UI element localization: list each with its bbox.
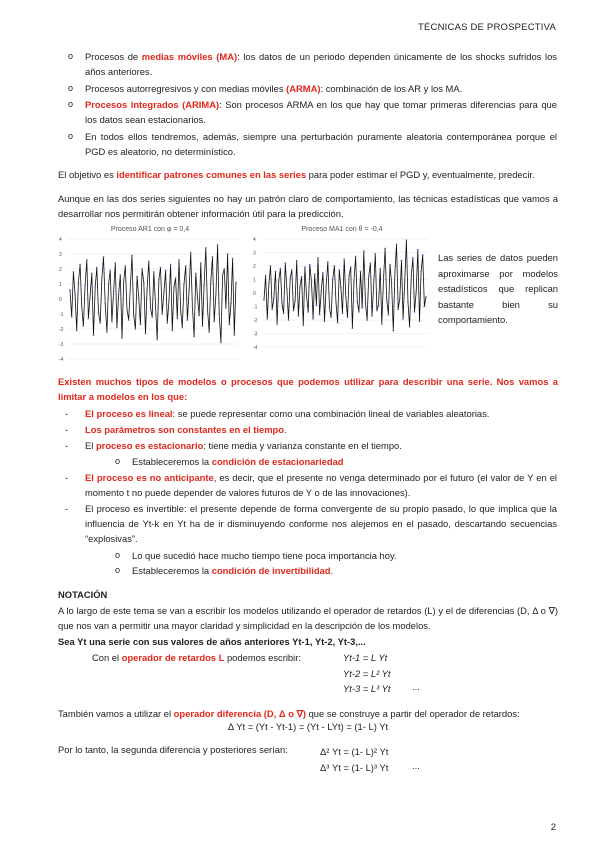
data-point bbox=[420, 271, 422, 273]
data-point bbox=[284, 262, 286, 264]
data-point bbox=[146, 288, 148, 290]
data-point bbox=[163, 292, 165, 294]
data-point bbox=[293, 310, 295, 312]
data-point bbox=[128, 319, 130, 321]
data-point bbox=[168, 301, 170, 303]
data-point bbox=[170, 264, 172, 266]
notation-title: NOTACIÓN bbox=[58, 589, 108, 600]
data-point bbox=[309, 264, 311, 266]
data-point bbox=[415, 291, 417, 293]
data-point bbox=[410, 275, 412, 277]
data-point bbox=[307, 311, 309, 313]
data-point bbox=[91, 273, 93, 275]
data-point bbox=[94, 286, 96, 288]
data-point bbox=[320, 289, 322, 291]
data-point bbox=[205, 247, 207, 249]
data-point bbox=[143, 282, 145, 284]
data-point bbox=[160, 267, 162, 269]
data-point bbox=[386, 299, 388, 301]
data-point bbox=[108, 283, 110, 285]
series-definition: Sea Yt una serie con sus valores de años anteriores Yt-1, Yt-2, Yt-3,... bbox=[58, 636, 366, 647]
data-point bbox=[155, 304, 157, 306]
data-point bbox=[104, 303, 106, 305]
data-point bbox=[118, 294, 120, 296]
data-point bbox=[212, 256, 214, 258]
y-tick-label: 4 bbox=[59, 237, 62, 243]
second-diff-intro: Por lo tanto, la segunda diferencia y posteriores serían: bbox=[58, 744, 288, 755]
bullet-arma: o Procesos autorregresivos y con medias móviles (ARMA): combinación de los AR y los MA. bbox=[68, 83, 463, 94]
data-point bbox=[332, 279, 334, 281]
y-tick-label: -4 bbox=[59, 357, 64, 363]
data-point bbox=[176, 318, 178, 320]
data-point bbox=[402, 318, 404, 320]
y-tick-label: -3 bbox=[253, 331, 258, 338]
data-point bbox=[296, 260, 298, 262]
data-point bbox=[356, 300, 358, 302]
y-tick-label: -1 bbox=[59, 312, 64, 318]
data-point bbox=[389, 264, 391, 266]
data-point bbox=[360, 271, 362, 273]
data-point bbox=[406, 239, 408, 241]
lag-eq-3: Yt-3 = L³ Yt bbox=[343, 683, 391, 694]
data-point bbox=[358, 311, 360, 313]
data-point bbox=[148, 261, 150, 263]
data-point bbox=[361, 307, 363, 309]
data-point bbox=[228, 324, 230, 326]
data-point bbox=[280, 268, 282, 270]
data-point bbox=[334, 265, 336, 267]
data-point bbox=[371, 315, 373, 317]
data-point bbox=[109, 270, 111, 272]
diff-eq-2: Δ² Yt = (1- L)² Yt bbox=[320, 746, 389, 757]
data-point bbox=[198, 315, 200, 317]
data-point bbox=[106, 331, 108, 333]
data-point bbox=[136, 276, 138, 278]
data-point bbox=[156, 339, 158, 341]
data-point bbox=[347, 316, 349, 318]
data-point bbox=[153, 271, 155, 273]
data-point bbox=[195, 273, 197, 275]
data-point bbox=[397, 308, 399, 310]
data-point bbox=[96, 267, 98, 269]
data-point bbox=[373, 285, 375, 287]
data-point bbox=[166, 322, 168, 324]
data-point bbox=[271, 308, 273, 310]
y-tick-label: -2 bbox=[253, 318, 258, 324]
data-point bbox=[79, 264, 81, 266]
data-point bbox=[181, 327, 183, 329]
data-point bbox=[419, 320, 421, 322]
data-point bbox=[210, 280, 212, 282]
y-tick-label: 1 bbox=[253, 277, 256, 284]
data-point bbox=[218, 313, 220, 315]
diff-operator-line: También vamos a utilizar el operador diferencia (D, Δ o ∇) que se construye a partir del operador de retardos: bbox=[58, 708, 520, 719]
data-point bbox=[374, 253, 376, 255]
data-point bbox=[78, 282, 80, 284]
data-point bbox=[175, 277, 177, 279]
data-point bbox=[273, 298, 275, 300]
data-point bbox=[220, 342, 222, 344]
data-point bbox=[316, 304, 318, 306]
data-point bbox=[338, 269, 340, 271]
data-point bbox=[348, 275, 350, 277]
data-point bbox=[343, 258, 345, 260]
data-point bbox=[376, 310, 378, 312]
data-point bbox=[227, 253, 229, 255]
data-point bbox=[208, 331, 210, 333]
condition-constant-params: - Los parámetros son constantes en el tiempo. bbox=[65, 424, 287, 435]
data-point bbox=[86, 259, 88, 261]
y-tick-label: 2 bbox=[59, 267, 62, 273]
bullet-arima: o Procesos integrados (ARIMA): Son procesos ARMA en los que hay que tomar primeras diferencias para que los datos sean estacionarios. bbox=[68, 99, 557, 125]
data-point bbox=[294, 300, 296, 302]
chart-ar1 bbox=[58, 226, 242, 367]
sub-invert-past: o Lo que sucedió hace mucho tiempo tiene poca importancia hoy. bbox=[115, 550, 397, 561]
data-point bbox=[140, 324, 142, 326]
data-point bbox=[150, 307, 152, 309]
y-tick-label: 1 bbox=[59, 282, 62, 288]
data-point bbox=[225, 307, 227, 309]
data-point bbox=[185, 265, 187, 267]
data-point bbox=[325, 284, 327, 286]
condition-stationary: - El proceso es estacionario: tiene media y varianza constante en el tiempo. bbox=[65, 440, 402, 451]
y-tick-label: 3 bbox=[59, 252, 62, 258]
data-point bbox=[192, 306, 194, 308]
data-point bbox=[233, 334, 235, 336]
data-point bbox=[317, 257, 319, 259]
data-point bbox=[222, 274, 224, 276]
page-header: TÉCNICAS DE PROSPECTIVA bbox=[418, 22, 556, 33]
data-point bbox=[217, 244, 219, 246]
data-point bbox=[301, 276, 303, 278]
condition-non-anticipating: - El proceso es no anticipante, es decir, que el presente no venga determinado por el futuro (el valor de Y en el momento t no puede depender de valores futuros de Y o de las innovaciones). bbox=[65, 472, 557, 498]
sub-stationarity-condition: o Estableceremos la condición de estacionariedad bbox=[115, 456, 344, 467]
data-point bbox=[131, 255, 133, 257]
data-point bbox=[213, 321, 215, 323]
data-point bbox=[71, 316, 73, 318]
data-point bbox=[399, 298, 401, 300]
data-point bbox=[83, 325, 85, 327]
data-point bbox=[223, 268, 225, 270]
data-point bbox=[232, 258, 234, 260]
data-point bbox=[215, 294, 217, 296]
data-point bbox=[409, 326, 411, 328]
data-point bbox=[363, 250, 365, 252]
data-point bbox=[76, 330, 78, 332]
bullet-perturbation: o En todos ellos tendremos, además, siempre una perturbación puramente aleatoria contemporánea porque el PGD es aleatorio, no determinístico. bbox=[68, 131, 557, 157]
side-text: Las series de datos pueden aproximarse por modelos estadísticos que replican bastante bien su comportamiento. bbox=[438, 252, 558, 325]
y-tick-label: -4 bbox=[253, 345, 258, 351]
y-tick-label: 0 bbox=[59, 297, 62, 303]
data-point bbox=[141, 268, 143, 270]
data-point bbox=[281, 303, 283, 305]
series-line-ma1 bbox=[264, 240, 426, 330]
data-point bbox=[207, 309, 209, 311]
data-point bbox=[124, 265, 126, 267]
data-point bbox=[417, 249, 419, 251]
intro-series-paragraph: Aunque en las dos series siguientes no hay un patrón claro de comportamiento, las técnicas estadísticas que vamos a desarrollar nos permitirán obtener información útil para la predicción. bbox=[58, 193, 558, 219]
data-point bbox=[183, 283, 185, 285]
data-point bbox=[283, 312, 285, 314]
y-tick-label: -2 bbox=[59, 327, 64, 333]
data-point bbox=[193, 336, 195, 338]
data-point bbox=[190, 252, 192, 254]
data-point bbox=[98, 312, 100, 314]
data-point bbox=[392, 330, 394, 332]
notation-paragraph: A lo largo de este tema se van a escribir los modelos utilizando el operador de retardos (L) y el de diferencias (D, Δ o ∇) que nos van a permitir una mayor claridad y simplicidad en la descripción de los modelos. bbox=[58, 605, 558, 631]
data-point bbox=[407, 302, 409, 304]
data-point bbox=[302, 325, 304, 327]
chart-ar1-plot bbox=[58, 233, 242, 365]
data-point bbox=[340, 287, 342, 289]
data-point bbox=[288, 319, 290, 321]
data-point bbox=[388, 314, 390, 316]
data-point bbox=[265, 275, 267, 277]
data-point bbox=[299, 285, 301, 287]
data-point bbox=[270, 265, 272, 267]
data-point bbox=[187, 319, 189, 321]
data-point bbox=[121, 337, 123, 339]
y-tick-label: 2 bbox=[253, 264, 256, 270]
data-point bbox=[119, 274, 121, 276]
data-point bbox=[355, 256, 357, 258]
data-point bbox=[342, 312, 344, 314]
data-point bbox=[394, 272, 396, 274]
series-line-ar1 bbox=[70, 245, 236, 343]
data-point bbox=[263, 299, 265, 301]
data-point bbox=[324, 320, 326, 322]
data-point bbox=[414, 311, 416, 313]
data-point bbox=[278, 280, 280, 282]
data-point bbox=[130, 285, 132, 287]
data-point bbox=[73, 271, 75, 273]
data-point bbox=[114, 262, 116, 264]
lag-eq-1: Yt-1 = L Yt bbox=[343, 652, 388, 663]
data-point bbox=[422, 254, 424, 256]
y-tick-label: 0 bbox=[253, 291, 256, 297]
data-point bbox=[230, 303, 232, 305]
data-point bbox=[345, 296, 347, 298]
diff-equations bbox=[320, 744, 388, 776]
data-point bbox=[200, 262, 202, 264]
data-point bbox=[298, 315, 300, 317]
data-point bbox=[111, 321, 113, 323]
data-point bbox=[319, 314, 321, 316]
data-point bbox=[145, 333, 147, 335]
data-point bbox=[126, 309, 128, 311]
lag-operator-line: Con el operador de retardos L podemos escribir: bbox=[92, 652, 301, 663]
data-point bbox=[330, 316, 332, 318]
sub-invertibility-condition: o Estableceremos la condición de invertibilidad. bbox=[115, 565, 334, 576]
data-point bbox=[266, 318, 268, 320]
objective-paragraph: El objetivo es identificar patrones comunes en las series para poder estimar el PGD y, eventualmente, predecir. bbox=[58, 169, 535, 180]
condition-invertible: - El proceso es invertible: el presente depende de forma convergente de su propio pasado, lo que implica que la influencia de Yt-k en Yt ha de ir disminuyendo conforme nos alejemos en el pasado, descartando secuencias “explosivas”. bbox=[65, 503, 557, 544]
data-point bbox=[180, 310, 182, 312]
data-point bbox=[178, 259, 180, 261]
data-point bbox=[353, 280, 355, 282]
data-point bbox=[370, 262, 372, 264]
y-tick-label: -3 bbox=[59, 342, 64, 348]
data-point bbox=[99, 322, 101, 324]
data-point bbox=[381, 323, 383, 325]
data-point bbox=[84, 285, 86, 287]
data-point bbox=[173, 286, 175, 288]
data-point bbox=[366, 319, 368, 321]
data-point bbox=[384, 248, 386, 250]
data-point bbox=[404, 281, 406, 283]
data-point bbox=[69, 289, 71, 291]
lag-eq-ellipsis: ... bbox=[412, 681, 420, 692]
bullet-ma: o Procesos de medias móviles (MA): los datos de un periodo dependen únicamente de los shocks sufridos los años anteriores. bbox=[68, 51, 557, 77]
data-point bbox=[337, 322, 339, 324]
data-point bbox=[151, 316, 153, 318]
data-point bbox=[350, 266, 352, 268]
data-point bbox=[235, 282, 237, 284]
y-tick-label: 4 bbox=[253, 237, 256, 243]
data-point bbox=[171, 330, 173, 332]
data-point bbox=[161, 313, 163, 315]
data-point bbox=[188, 289, 190, 291]
data-point bbox=[93, 334, 95, 336]
data-point bbox=[202, 325, 204, 327]
data-point bbox=[391, 283, 393, 285]
lag-eq-2: Yt-2 = L² Yt bbox=[343, 667, 391, 679]
data-point bbox=[74, 292, 76, 294]
diff-eq-3: Δ³ Yt = (1- L)³ Yt bbox=[320, 762, 389, 773]
data-point bbox=[352, 327, 354, 329]
chart-ma1 bbox=[252, 226, 432, 355]
data-point bbox=[203, 285, 205, 287]
data-point bbox=[101, 277, 103, 279]
data-point bbox=[312, 318, 314, 320]
data-point bbox=[275, 271, 277, 273]
data-point bbox=[138, 297, 140, 299]
data-point bbox=[197, 295, 199, 297]
data-point bbox=[289, 277, 291, 279]
diff-equation: Δ Yt = (Yt - Yt-1) = (Yt - LYt) = (1- L) Yt bbox=[227, 721, 389, 732]
data-point bbox=[365, 303, 367, 305]
data-point bbox=[89, 295, 91, 297]
page-number: 2 bbox=[550, 822, 556, 833]
data-point bbox=[424, 306, 426, 308]
y-tick-label: 3 bbox=[253, 250, 256, 257]
data-point bbox=[286, 288, 288, 290]
y-tick-label: -1 bbox=[253, 304, 258, 311]
data-point bbox=[276, 323, 278, 325]
data-point bbox=[113, 291, 115, 293]
data-point bbox=[327, 261, 329, 263]
chart-ar1-title: Proceso AR1 con φ = 0,4 bbox=[110, 226, 190, 233]
data-point bbox=[268, 283, 270, 285]
data-point bbox=[116, 327, 118, 329]
data-point bbox=[158, 279, 160, 281]
diff-eq-ellipsis: ... bbox=[412, 760, 420, 771]
data-point bbox=[123, 280, 125, 282]
data-point bbox=[291, 269, 293, 271]
data-point bbox=[304, 266, 306, 268]
data-point bbox=[311, 281, 313, 283]
data-point bbox=[165, 270, 167, 272]
data-point bbox=[306, 295, 308, 297]
types-heading: Existen muchos tipos de modelos o procesos que podemos utilizar para describir una serie. Nos vamos a limitar a modelos en los que: bbox=[58, 376, 558, 402]
data-point bbox=[378, 304, 380, 306]
data-point bbox=[88, 318, 90, 320]
data-point bbox=[103, 256, 105, 258]
data-point bbox=[379, 268, 381, 270]
data-point bbox=[383, 279, 385, 281]
condition-linear: - El proceso es lineal: se puede representar como una combinación lineal de variables aleatorias. bbox=[65, 408, 490, 419]
data-point bbox=[314, 273, 316, 275]
lag-equations bbox=[343, 650, 391, 697]
chart-ma1-plot bbox=[252, 233, 432, 353]
data-point bbox=[135, 328, 137, 330]
data-point bbox=[368, 276, 370, 278]
data-point bbox=[425, 296, 427, 298]
chart-ma1-title: Proceso MA1 con θ = -0,4 bbox=[301, 226, 383, 233]
data-point bbox=[329, 307, 331, 309]
data-point bbox=[335, 302, 337, 304]
data-point bbox=[412, 257, 414, 259]
data-point bbox=[81, 306, 83, 308]
data-point bbox=[401, 260, 403, 262]
data-point bbox=[322, 272, 324, 274]
data-point bbox=[133, 315, 135, 317]
data-point bbox=[396, 244, 398, 246]
